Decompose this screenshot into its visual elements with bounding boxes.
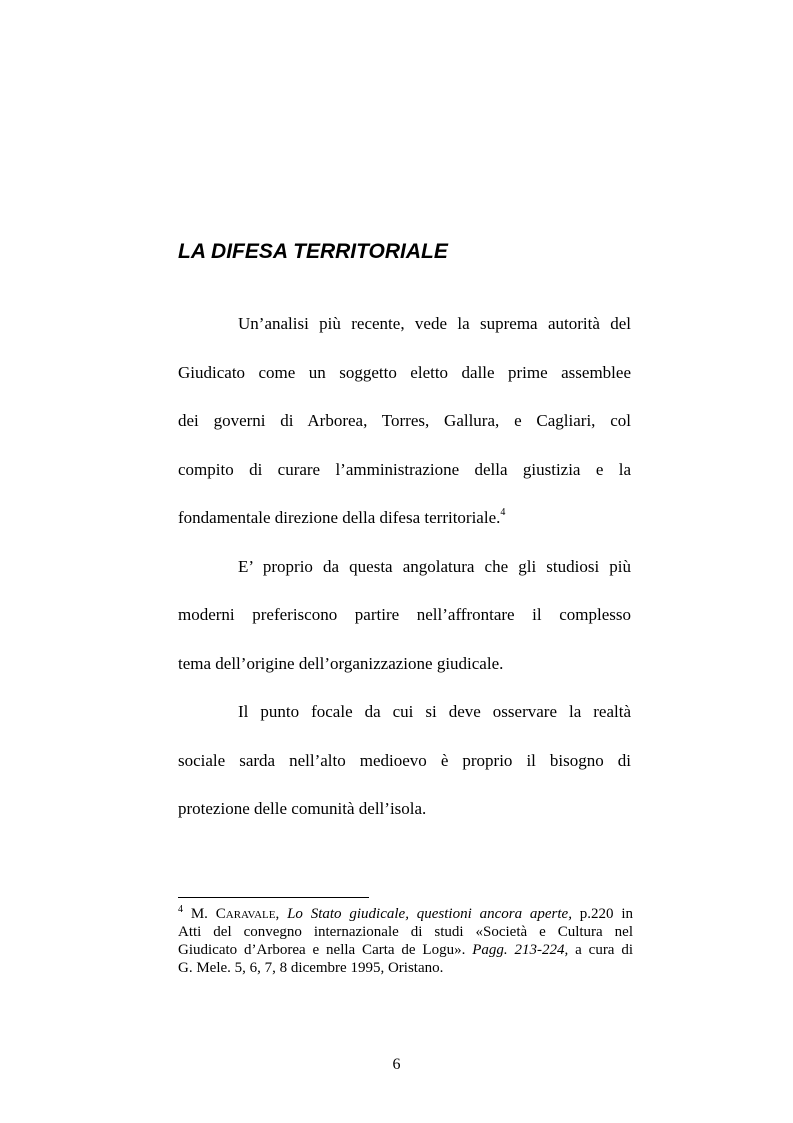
footnote-number: 4 (178, 904, 183, 915)
paragraph-2-line-2: moderni preferiscono partire nell’affrontare il complesso (178, 605, 631, 624)
footnote-title: Lo Stato giudicale, questioni ancora aperte, (287, 906, 572, 922)
paragraph-3-line-2: sociale sarda nell’alto medioevo è proprio il bisogno di (178, 750, 631, 770)
footnote (178, 905, 633, 977)
footnote-author-surname: Caravale (215, 906, 276, 922)
page-number: 6 (392, 1056, 401, 1073)
paragraph-1-line-2: Giudicato come un soggetto eletto dalle prime assemblee (178, 362, 631, 382)
footnote-line-3-text: Giudicato d’Arborea e nella Carta de Logu». (178, 942, 466, 958)
footnote-pages: Pagg. 213-224, (472, 942, 569, 958)
paragraph-1-line-3: dei governi di Arborea, Torres, Gallura, e Cagliari, col (178, 411, 631, 430)
footnote-line-3 (178, 941, 633, 959)
footnote-line-3-end: a cura di (568, 942, 634, 958)
paragraph-1-line-5-text: fondamentale direzione della difesa territoriale. (178, 508, 501, 527)
section-heading: LA DIFESA TERRITORIALE (178, 240, 448, 263)
footnote-line-4: G. Mele. 5, 6, 7, 8 dicembre 1995, Oristano. (178, 960, 444, 976)
footnote-line-2: Atti del convegno internazionale di studi «Società e Cultura nel (178, 924, 633, 940)
paragraph-3-line-1: Il punto focale da cui si deve osservare la realtà (238, 702, 631, 721)
footnote-reference[interactable]: 4 (500, 507, 506, 518)
paragraph-1-line-5 (178, 494, 631, 543)
body-text (178, 300, 631, 834)
footnote-line-3-content (178, 942, 633, 958)
footnote-line-1-content: $^4$ M. Caravale, Lo Stato giudicale, questioni ancora aperte, p.220 in (178, 904, 634, 922)
footnote-line-1 (178, 905, 633, 923)
paragraph-3-line-3: protezione delle comunità dell’isola. (178, 799, 427, 818)
paragraph-2-line-3: tema dell’origine dell’organizzazione giudicale. (178, 653, 504, 673)
footnote-page-ref: p.220 in (571, 906, 634, 922)
paragraph-1-line-4: compito di curare l’amministrazione della giustizia e la (178, 459, 631, 479)
footnote-separator (178, 897, 369, 898)
footnote-author-initial: M. (190, 906, 208, 922)
paragraph-2-line-1: E’ proprio da questa angolatura che gli studiosi più (238, 556, 631, 576)
paragraph-1-line-1: Un’analisi più recente, vede la suprema autorità del (238, 314, 631, 333)
